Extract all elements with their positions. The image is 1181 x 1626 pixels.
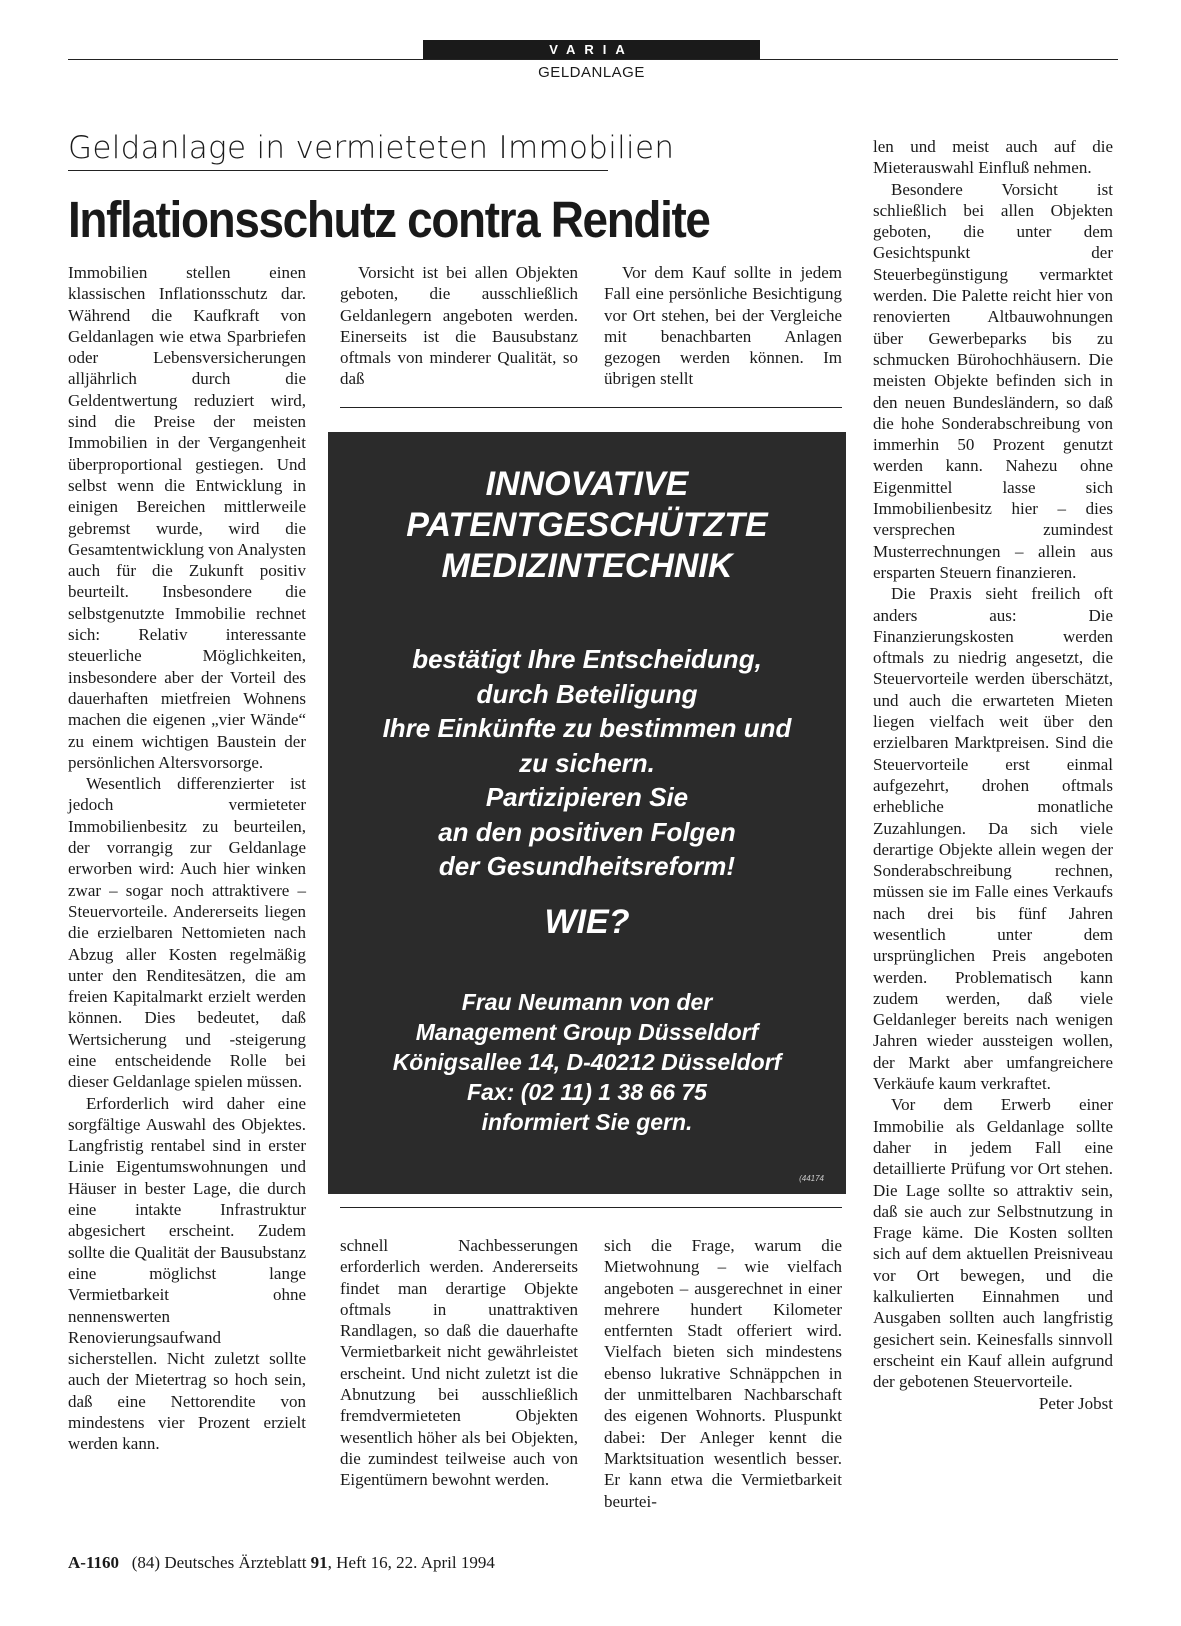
ad-rule-bottom <box>340 1207 842 1208</box>
section-label: GELDANLAGE <box>538 64 645 81</box>
paragraph: Erforderlich wird daher eine sorgfältige Auswahl des Objektes. Langfristig rentabel sind in erster Linie Eigentumswohnungen und Häuser in bester Lage, die durch eine intakte Infrastruktur abgesichert erscheint. Zudem sollte die Qualität der Bausubstanz eine möglichst lange Vermietbarkeit ohne nennenswerten Renovierungsaufwand sicherstellen. Nicht zuletzt sollte auch der Mietertrag so hoch sein, daß eine Nettorendite von mindestens vier Prozent erzielt werden kann. <box>68 1093 306 1454</box>
ad-claim-line: bestätigt Ihre Entscheidung, <box>412 644 762 674</box>
paragraph: schnell Nachbesserungen erforderlich werden. Andererseits findet man derartige Objekte oftmals in unattraktiven Randlagen, so daß die dauerhafte Vermietbarkeit nicht gewährleistet erscheint. Und nicht zuletzt ist die Abnutzung bei ausschließlich fremdvermieteten Objekten wesentlich höher als bei Objekten, die zumindest teilweise auch von Eigentümern bewohnt werden. <box>340 1236 578 1490</box>
paragraph: Besondere Vorsicht ist schließlich bei allen Objekten geboten, die unter dem Gesichtspunkt der Steuerbegünstigung vermarktet werden. Die Palette reicht hier von renovierten Altbauwohnungen über Gewerbeparks bis zu schmucken Bürohochhäusern. Die meisten Objekte befinden sich in den neuen Bundesländern, so daß die hohe Sonderabschreibung von immerhin 50 Prozent genutzt werden kann. Nahezu ohne Eigenmittel lasse sich Immobilienbesitz hier – dies versprechen zumindest Musterrechnungen – allein aus ersparten Steuern finanzieren. <box>873 179 1113 582</box>
ad-claim-line: der Gesundheitsreform! <box>438 851 736 881</box>
page-footer <box>68 1553 495 1573</box>
column-3-bottom <box>604 1235 842 1512</box>
ad-claim <box>328 642 846 884</box>
page-number: A-1160 <box>68 1553 119 1572</box>
column-1 <box>68 262 306 1455</box>
kicker-underline <box>68 170 608 171</box>
ad-question: WIE? <box>544 903 630 941</box>
page-number-alt: (84) <box>131 1553 161 1572</box>
ad-headline-line: PATENTGESCHÜTZTE <box>406 506 768 544</box>
column-2-top <box>340 262 578 390</box>
ad-contact-line: Königsallee 14, D-40212 Düsseldorf <box>392 1049 782 1075</box>
ad-claim-line: Partizipieren Sie <box>485 782 689 812</box>
ad-contact-line: informiert Sie gern. <box>481 1109 693 1135</box>
journal-volume: 91 <box>310 1553 328 1572</box>
paragraph: Vor dem Erwerb einer Immobilie als Geldanlage sollte daher in jedem Fall eine detaillierte Prüfung vor Ort stehen. Die Lage sollte so attraktiv sein, daß sie auch zur Selbstnutzung in Frage käme. Die Kosten sollten sich auf dem aktuellen Preisniveau vor Ort bewegen, und die kalkulierten Einnahmen und Ausgaben sollten auch langfristig gesichert sein. Keinesfalls sinnvoll erscheint ein Kauf allein aufgrund der gebotenen Steuervorteile. <box>873 1095 1113 1392</box>
ad-contact-line: Frau Neumann von der <box>461 989 713 1015</box>
article-kicker: Geldanlage in vermieteten Immobilien <box>68 130 675 166</box>
paragraph: Wesentlich differenzierter ist jedoch vermieteter Immobilienbesitz zu beurteilen, der vorrangig zur Geldanlage erworben wird: Auch hier winken zwar – sogar noch attraktivere – Steuervorteile. Andererseits liegen die erzielbaren Nettomieten nach Abzug aller Kosten regelmäßig unter den Renditesätzen, die am freien Kapitalmarkt erzielt werden können. Dies bedeutet, daß Wertsicherung und -steigerung eine entscheidende Rolle bei dieser Geldanlage spielen müssen. <box>68 774 306 1092</box>
paragraph: Immobilien stellen einen klassischen Inflationsschutz dar. Während die Kaufkraft von Geldanlagen wie etwa Sparbriefen oder Lebensversicherungen alljährlich durch die Geldentwertung reduziert wird, sind die Preise der meisten Immobilien in der Vergangenheit überproportional gestiegen. Und selbst wenn die Entwicklung in einigen Bereichen mittlerweile gebremst wurde, wird die Gesamtentwicklung von Analysten auch für die Zukunft positiv beurteilt. Insbesondere die selbstgenutzte Immobilie rechnet sich: Relativ interessante steuerliche Möglichkeiten, insbesondere aber der Vorteil des dauerhaften mietfreien Wohnens machen die eigenen „vier Wände“ zu einem wichtigen Baustein der persönlichen Altersvorsorge. <box>68 263 306 772</box>
paragraph: Die Praxis sieht freilich oft anders aus: Die Finanzierungskosten werden oftmals zu niedrig angesetzt, die Steuervorteile werden überschätzt, und auch die erwarteten Mieten liegen vielfach weit über den erzielbaren Marktpreisen. Sind die Steuervorteile erst einmal aufgezehrt, drohen oftmals erhebliche monatliche Zuzahlungen. Da sich viele derartige Objekte allein wegen der Sonderabschreibung rechnen, müssen sie im Falle eines Verkaufs nach drei bis fünf Jahren wesentlich unter dem ursprünglichen Preis angeboten werden. Problematisch kann zudem werden, daß viele Geldanleger bereits nach wenigen Jahren wieder aussteigen wollen, der Markt aber umfangreichere Verkäufe kaum verkraftet. <box>873 584 1113 1094</box>
ad-headline <box>328 464 846 587</box>
ad-claim-line: an den positiven Folgen <box>438 816 736 847</box>
article-headline: Inflationsschutz contra Rendite <box>68 191 710 248</box>
section-bar: VARIA <box>423 40 760 59</box>
paragraph: len und meist auch auf die Mieterauswahl Einfluß nehmen. <box>873 137 1113 178</box>
ad-rule-top <box>340 407 842 408</box>
ad-claim-line: durch Beteiligung <box>476 678 698 709</box>
author-signature: Peter Jobst <box>1038 1393 1113 1413</box>
column-3-top <box>604 262 842 390</box>
column-2-bottom <box>340 1235 578 1491</box>
ad-headline-line: INNOVATIVE <box>485 465 689 503</box>
ad-contact <box>328 987 846 1137</box>
ad-headline-line: MEDIZINTECHNIK <box>441 547 733 585</box>
paragraph: Vor dem Kauf sollte in jedem Fall eine persönliche Besichtigung vor Ort stehen, bei der Vergleiche mit benachbarten Anlagen gezogen werden können. Im übrigen stellt <box>604 263 842 389</box>
header-rule <box>68 59 1118 60</box>
ad-code: (44174 <box>799 1174 824 1183</box>
ad-claim-line: zu sichern. <box>519 747 655 778</box>
column-4 <box>873 136 1113 1414</box>
paragraph: Vorsicht ist bei allen Objekten geboten, die ausschließlich Geldanlegern angeboten werden. Einerseits ist die Bausubstanz oftmals von minderer Qualität, so daß <box>340 263 578 389</box>
ad-claim-line: Ihre Einkünfte zu bestimmen und <box>382 713 792 743</box>
ad-contact-line: Fax: (02 11) 1 38 66 75 <box>467 1079 707 1105</box>
ad-contact-line: Management Group Düsseldorf <box>415 1019 759 1045</box>
issue-date: , Heft 16, 22. April 1994 <box>327 1553 495 1572</box>
advertisement <box>328 432 846 1194</box>
paragraph: sich die Frage, warum die Mietwohnung – wie vielfach angeboten – ausgerechnet in einer mehrere hundert Kilometer entfernten Stadt offeriert wird. Vielfach bieten sich mindestens ebenso lukrative Schnäppchen in der unmittelbaren Nachbarschaft des eigenen Wohnorts. Pluspunkt dabei: Der Anleger kennt die Marktsituation wesentlich besser. Er kann etwa die Vermietbarkeit beurtei- <box>604 1236 842 1511</box>
journal-name: Deutsches Ärzteblatt <box>164 1553 307 1572</box>
